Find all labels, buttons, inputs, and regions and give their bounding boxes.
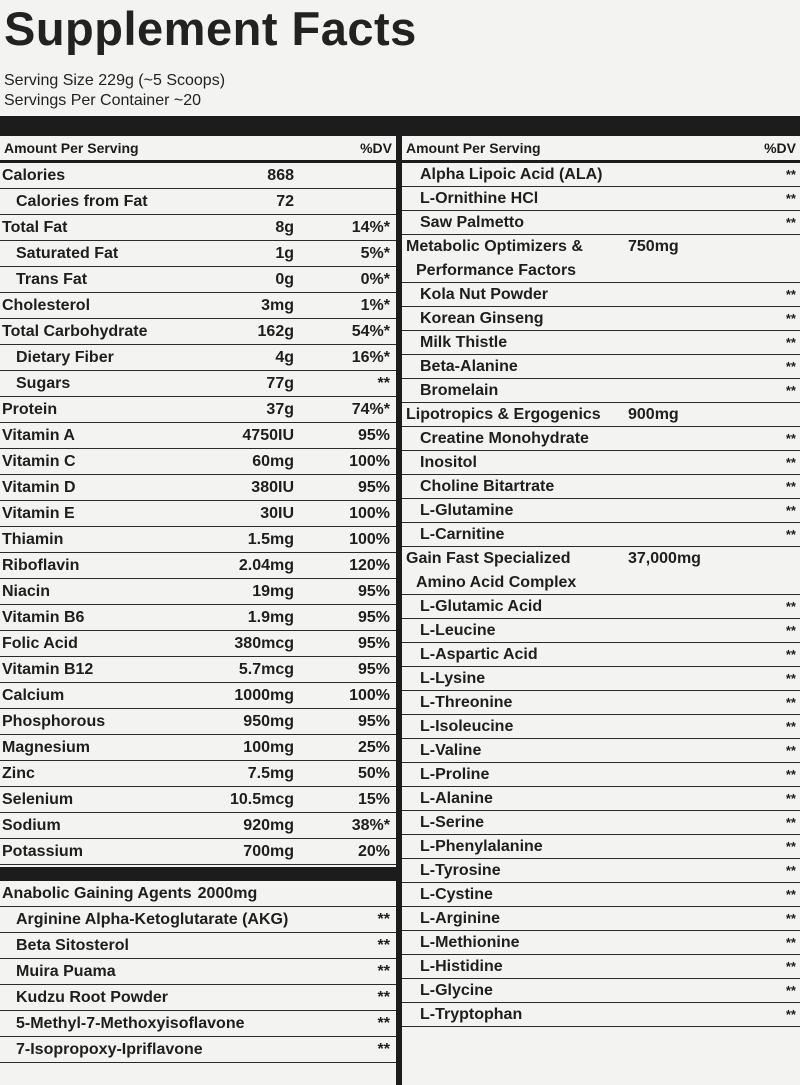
row-name: Sodium bbox=[2, 816, 61, 834]
ingredient-row bbox=[402, 499, 800, 523]
row-name: L-Proline bbox=[420, 765, 490, 783]
ingredient-row bbox=[402, 739, 800, 763]
nutrient-row bbox=[0, 813, 396, 839]
row-name: L-Ornithine HCl bbox=[420, 189, 539, 207]
ingredient-row bbox=[402, 595, 800, 619]
ingredient-row bbox=[402, 187, 800, 211]
row-amount: 5.7mcg bbox=[238, 660, 294, 678]
row-amount: 700mg bbox=[243, 842, 294, 860]
nutrient-row bbox=[0, 189, 396, 215]
supplement-facts-title: Supplement Facts bbox=[4, 2, 417, 55]
row-amount: 4750IU bbox=[242, 426, 294, 444]
ingredient-row bbox=[0, 907, 396, 933]
row-dv: ** bbox=[377, 1014, 390, 1032]
ingredient-row bbox=[402, 883, 800, 907]
row-amount: 37g bbox=[266, 400, 294, 418]
row-dv: ** bbox=[785, 695, 796, 710]
serving-size: Serving Size 229g (~5 Scoops) bbox=[4, 72, 226, 89]
nutrient-list bbox=[0, 163, 396, 865]
row-name: L-Alanine bbox=[420, 789, 493, 807]
row-dv: ** bbox=[785, 431, 796, 446]
row-dv: ** bbox=[785, 503, 796, 518]
ingredient-row bbox=[402, 163, 800, 187]
row-amount: 4g bbox=[275, 348, 294, 366]
anabolic-list bbox=[0, 907, 396, 1063]
ingredient-row bbox=[402, 283, 800, 307]
row-dv: 95% bbox=[357, 608, 390, 626]
row-name: Inositol bbox=[420, 453, 477, 471]
row-name: Beta Sitosterol bbox=[16, 936, 129, 954]
row-dv: ** bbox=[377, 1040, 390, 1058]
row-name: L-Tryptophan bbox=[420, 1005, 523, 1023]
row-dv: 50% bbox=[357, 764, 390, 782]
row-amount: 72 bbox=[276, 192, 294, 210]
row-name: Potassium bbox=[2, 842, 83, 860]
row-amount: 1000mg bbox=[234, 686, 294, 704]
row-name: L-Leucine bbox=[420, 621, 496, 639]
row-name: Calories from Fat bbox=[16, 192, 148, 210]
row-dv: ** bbox=[785, 983, 796, 998]
ingredient-row bbox=[402, 955, 800, 979]
nutrient-row bbox=[0, 683, 396, 709]
row-name: Bromelain bbox=[420, 381, 499, 399]
row-name: L-Tyrosine bbox=[420, 861, 501, 879]
ingredient-row bbox=[402, 619, 800, 643]
row-amount: 1.5mg bbox=[247, 530, 294, 548]
row-name: L-Histidine bbox=[420, 957, 503, 975]
row-name: Calcium bbox=[2, 686, 65, 704]
row-name: L-Glutamine bbox=[420, 501, 514, 519]
nutrient-row bbox=[0, 709, 396, 735]
row-name: Thiamin bbox=[2, 530, 64, 548]
lipotropics-row bbox=[402, 403, 800, 427]
row-dv: ** bbox=[377, 936, 390, 954]
row-name: Calories bbox=[2, 166, 66, 184]
row-dv: ** bbox=[785, 767, 796, 782]
nutrient-row bbox=[0, 527, 396, 553]
row-name: Saw Palmetto bbox=[420, 213, 525, 231]
row-amount: 950mg bbox=[243, 712, 294, 730]
row-amount: 60mg bbox=[252, 452, 294, 470]
row-name: Gain Fast Specialized bbox=[406, 550, 571, 567]
ingredient-row bbox=[402, 523, 800, 547]
row-dv: ** bbox=[785, 887, 796, 902]
nutrient-row bbox=[0, 839, 396, 865]
row-dv: 100% bbox=[349, 530, 390, 548]
metabolic-list bbox=[402, 283, 800, 403]
ingredient-row bbox=[402, 211, 800, 235]
row-amount: 3mg bbox=[261, 296, 294, 314]
row-name: Magnesium bbox=[2, 738, 91, 756]
row-name: L-Serine bbox=[420, 813, 485, 831]
anabolic-gaining-agents-row bbox=[0, 881, 396, 907]
row-dv: 120% bbox=[349, 556, 390, 574]
row-name: L-Carnitine bbox=[420, 525, 505, 543]
row-dv: ** bbox=[785, 911, 796, 926]
nutrient-row bbox=[0, 631, 396, 657]
row-name: Arginine Alpha-Ketoglutarate (AKG) bbox=[16, 910, 289, 928]
nutrient-row bbox=[0, 215, 396, 241]
row-dv: ** bbox=[785, 935, 796, 950]
amount-per-serving-label: Amount Per Serving bbox=[406, 140, 541, 156]
row-amount: 162g bbox=[257, 322, 294, 340]
row-dv: ** bbox=[785, 743, 796, 758]
row-dv: 95% bbox=[357, 634, 390, 652]
right-top-list bbox=[402, 163, 800, 235]
nutrient-row bbox=[0, 475, 396, 501]
row-amount: 77g bbox=[266, 374, 294, 392]
row-name: Vitamin E bbox=[2, 504, 75, 522]
row-dv: ** bbox=[785, 287, 796, 302]
header-divider-bar bbox=[0, 116, 800, 136]
row-name: Folic Acid bbox=[2, 634, 78, 652]
row-dv: 95% bbox=[357, 582, 390, 600]
ingredient-row bbox=[402, 1003, 800, 1027]
row-dv: 100% bbox=[349, 452, 390, 470]
nutrient-row bbox=[0, 553, 396, 579]
row-dv: 15% bbox=[357, 790, 390, 808]
nutrient-row bbox=[0, 241, 396, 267]
row-amount: 380mcg bbox=[234, 634, 294, 652]
metabolic-optimizers-row bbox=[402, 235, 800, 283]
row-dv: 100% bbox=[349, 686, 390, 704]
row-name: Phosphorous bbox=[2, 712, 106, 730]
row-dv: ** bbox=[785, 527, 796, 542]
section-divider-bar bbox=[0, 867, 396, 881]
nutrient-row bbox=[0, 163, 396, 189]
row-dv: 1%* bbox=[360, 296, 390, 314]
ingredient-row bbox=[402, 787, 800, 811]
row-name: 7-Isopropoxy-Ipriflavone bbox=[16, 1040, 203, 1058]
row-amount: 1g bbox=[275, 244, 294, 262]
row-name: Vitamin B12 bbox=[2, 660, 94, 678]
nutrient-row bbox=[0, 319, 396, 345]
row-amount: 100mg bbox=[243, 738, 294, 756]
right-column bbox=[402, 136, 800, 1027]
row-amount: 750mg bbox=[628, 238, 679, 255]
nutrient-row bbox=[0, 735, 396, 761]
row-name: L-Valine bbox=[420, 741, 482, 759]
row-amount: 2000mg bbox=[197, 884, 258, 902]
row-amount: 7.5mg bbox=[247, 764, 294, 782]
ingredient-row bbox=[402, 811, 800, 835]
row-name-line2: Amino Acid Complex bbox=[416, 574, 577, 591]
ingredient-row bbox=[402, 931, 800, 955]
row-name: Muira Puama bbox=[16, 962, 116, 980]
ingredient-row bbox=[402, 379, 800, 403]
row-dv: ** bbox=[785, 599, 796, 614]
right-column-header bbox=[402, 136, 800, 163]
row-name: Choline Bitartrate bbox=[420, 477, 555, 495]
row-amount: 380IU bbox=[251, 478, 294, 496]
row-name: Vitamin A bbox=[2, 426, 75, 444]
row-dv: ** bbox=[785, 839, 796, 854]
row-amount: 10.5mcg bbox=[229, 790, 294, 808]
row-dv: ** bbox=[785, 359, 796, 374]
row-name: L-Arginine bbox=[420, 909, 500, 927]
row-name: 5-Methyl-7-Methoxyisoflavone bbox=[16, 1014, 245, 1032]
row-dv: ** bbox=[785, 863, 796, 878]
ingredient-row bbox=[402, 715, 800, 739]
row-name: Vitamin C bbox=[2, 452, 76, 470]
nutrient-row bbox=[0, 423, 396, 449]
row-name: Dietary Fiber bbox=[16, 348, 114, 366]
row-name: Vitamin B6 bbox=[2, 608, 85, 626]
row-name: Creatine Monohydrate bbox=[420, 429, 589, 447]
row-amount: 0g bbox=[275, 270, 294, 288]
row-dv: ** bbox=[785, 671, 796, 686]
row-name: Cholesterol bbox=[2, 296, 91, 314]
row-amount: 30IU bbox=[260, 504, 294, 522]
nutrient-row bbox=[0, 293, 396, 319]
nutrient-row bbox=[0, 449, 396, 475]
lipotropics-list bbox=[402, 427, 800, 547]
dv-label: %DV bbox=[764, 140, 796, 156]
ingredient-row bbox=[402, 475, 800, 499]
nutrient-row bbox=[0, 371, 396, 397]
ingredient-row bbox=[402, 355, 800, 379]
row-dv: 100% bbox=[349, 504, 390, 522]
row-amount: 868 bbox=[267, 166, 294, 184]
ingredient-row bbox=[402, 859, 800, 883]
row-dv: ** bbox=[785, 647, 796, 662]
row-name: Riboflavin bbox=[2, 556, 80, 574]
row-name: L-Isoleucine bbox=[420, 717, 514, 735]
row-name: L-Lysine bbox=[420, 669, 486, 687]
ingredient-row bbox=[402, 763, 800, 787]
dv-label: %DV bbox=[360, 140, 392, 156]
row-amount: 19mg bbox=[252, 582, 294, 600]
row-dv: 20% bbox=[357, 842, 390, 860]
gain-fast-row bbox=[402, 547, 800, 595]
ingredient-row bbox=[402, 451, 800, 475]
row-dv: ** bbox=[785, 623, 796, 638]
row-dv: ** bbox=[377, 988, 390, 1006]
row-dv: 95% bbox=[357, 660, 390, 678]
row-name: Zinc bbox=[2, 764, 35, 782]
row-dv: ** bbox=[785, 167, 796, 182]
ingredient-row bbox=[0, 1011, 396, 1037]
row-name: Trans Fat bbox=[16, 270, 88, 288]
row-amount: 2.04mg bbox=[238, 556, 294, 574]
row-dv: 16%* bbox=[351, 348, 390, 366]
row-dv: ** bbox=[785, 191, 796, 206]
row-dv: 95% bbox=[357, 478, 390, 496]
nutrient-row bbox=[0, 605, 396, 631]
row-dv: 95% bbox=[357, 712, 390, 730]
row-amount: 900mg bbox=[628, 406, 679, 423]
row-dv: 38%* bbox=[351, 816, 390, 834]
row-name-line2: Performance Factors bbox=[416, 262, 577, 279]
ingredient-row bbox=[0, 933, 396, 959]
row-dv: ** bbox=[785, 1007, 796, 1022]
left-column bbox=[0, 136, 396, 1063]
row-name: Alpha Lipoic Acid (ALA) bbox=[420, 165, 603, 183]
row-name: Kudzu Root Powder bbox=[16, 988, 168, 1006]
row-dv: 5%* bbox=[360, 244, 390, 262]
ingredient-row bbox=[402, 643, 800, 667]
row-dv: ** bbox=[377, 374, 390, 392]
row-dv: 14%* bbox=[351, 218, 390, 236]
row-name: L-Threonine bbox=[420, 693, 513, 711]
row-name: Saturated Fat bbox=[16, 244, 119, 262]
row-name: Protein bbox=[2, 400, 58, 418]
row-name: Beta-Alanine bbox=[420, 357, 518, 375]
row-dv: ** bbox=[785, 215, 796, 230]
servings-per-container: Servings Per Container ~20 bbox=[4, 92, 201, 109]
row-amount: 1.9mg bbox=[247, 608, 294, 626]
row-name: Kola Nut Powder bbox=[420, 285, 549, 303]
row-name: Lipotropics & Ergogenics bbox=[406, 406, 601, 423]
row-name: L-Methionine bbox=[420, 933, 520, 951]
left-column-header bbox=[0, 136, 396, 163]
row-dv: ** bbox=[377, 910, 390, 928]
row-dv: 74%* bbox=[351, 400, 390, 418]
row-dv: 95% bbox=[357, 426, 390, 444]
row-name: Selenium bbox=[2, 790, 74, 808]
row-dv: 0%* bbox=[360, 270, 390, 288]
ingredient-row bbox=[402, 691, 800, 715]
nutrient-row bbox=[0, 761, 396, 787]
row-name: L-Aspartic Acid bbox=[420, 645, 538, 663]
row-amount: 920mg bbox=[243, 816, 294, 834]
ingredient-row bbox=[402, 307, 800, 331]
row-dv: 54%* bbox=[351, 322, 390, 340]
row-name: Niacin bbox=[2, 582, 51, 600]
ingredient-row bbox=[402, 907, 800, 931]
row-dv: ** bbox=[785, 959, 796, 974]
row-name: Korean Ginseng bbox=[420, 309, 544, 327]
ingredient-row bbox=[402, 331, 800, 355]
row-name: Total Fat bbox=[2, 218, 68, 236]
row-name: Anabolic Gaining Agents bbox=[2, 884, 192, 902]
nutrient-row bbox=[0, 345, 396, 371]
row-dv: ** bbox=[785, 719, 796, 734]
nutrient-row bbox=[0, 787, 396, 813]
nutrient-row bbox=[0, 657, 396, 683]
ingredient-row bbox=[0, 985, 396, 1011]
row-name: Milk Thistle bbox=[420, 333, 508, 351]
ingredient-row bbox=[0, 959, 396, 985]
ingredient-row bbox=[402, 835, 800, 859]
row-name: Sugars bbox=[16, 374, 71, 392]
row-dv: ** bbox=[785, 791, 796, 806]
nutrient-row bbox=[0, 267, 396, 293]
row-name: L-Glycine bbox=[420, 981, 493, 999]
row-dv: ** bbox=[377, 962, 390, 980]
row-amount: 37,000mg bbox=[628, 550, 701, 567]
nutrient-row bbox=[0, 579, 396, 605]
row-dv: 25% bbox=[357, 738, 390, 756]
amino-acid-list bbox=[402, 595, 800, 1027]
row-name: Total Carbohydrate bbox=[2, 322, 148, 340]
row-amount: 8g bbox=[275, 218, 294, 236]
nutrient-row bbox=[0, 397, 396, 423]
row-dv: ** bbox=[785, 335, 796, 350]
row-name: L-Glutamic Acid bbox=[420, 597, 543, 615]
ingredient-row bbox=[402, 667, 800, 691]
ingredient-row bbox=[402, 979, 800, 1003]
row-dv: ** bbox=[785, 815, 796, 830]
row-name: L-Cystine bbox=[420, 885, 493, 903]
row-name: L-Phenylalanine bbox=[420, 837, 543, 855]
row-name: Vitamin D bbox=[2, 478, 76, 496]
nutrient-row bbox=[0, 501, 396, 527]
row-dv: ** bbox=[785, 383, 796, 398]
row-name: Metabolic Optimizers & bbox=[406, 238, 583, 255]
amount-per-serving-label: Amount Per Serving bbox=[4, 140, 139, 156]
ingredient-row bbox=[0, 1037, 396, 1063]
ingredient-row bbox=[402, 427, 800, 451]
row-dv: ** bbox=[785, 455, 796, 470]
row-dv: ** bbox=[785, 479, 796, 494]
row-dv: ** bbox=[785, 311, 796, 326]
